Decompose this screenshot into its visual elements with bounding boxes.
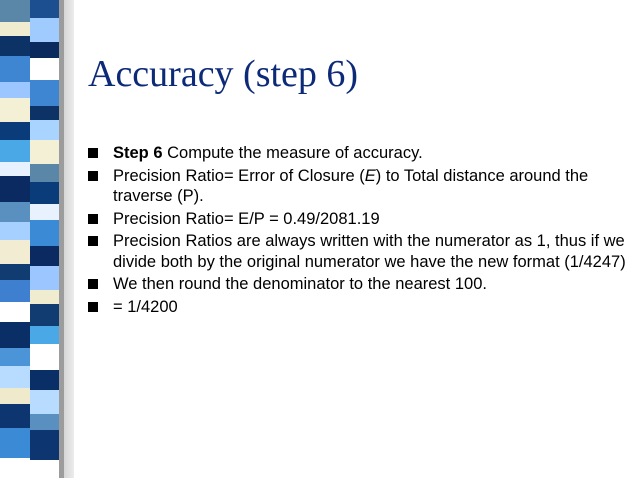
stripe-bevel-edge	[59, 0, 74, 478]
bullet-item-numerator-rule	[88, 231, 628, 272]
left-stripe	[0, 162, 30, 176]
right-stripe	[30, 414, 59, 430]
stripe-column-right	[30, 0, 59, 460]
square-bullet-icon	[88, 148, 98, 158]
square-bullet-icon	[88, 236, 98, 246]
bullet-text-italic: E	[364, 166, 376, 185]
right-stripe	[30, 344, 59, 370]
decorative-stripe-bar	[0, 0, 74, 478]
right-stripe	[30, 106, 59, 120]
bullet-text-before: Precision Ratio= Error of Closure (	[113, 166, 365, 185]
bullet-item-precision-definition	[88, 166, 628, 207]
left-stripe	[0, 202, 30, 222]
left-stripe	[0, 140, 30, 162]
left-stripe	[0, 36, 30, 56]
square-bullet-icon	[88, 279, 98, 289]
right-stripe	[30, 80, 59, 106]
left-stripe	[0, 122, 30, 140]
left-stripe	[0, 388, 30, 404]
step-label: Step 6	[113, 144, 163, 162]
left-stripe	[0, 22, 30, 36]
bullet-list	[88, 143, 628, 319]
right-stripe	[30, 246, 59, 266]
right-stripe	[30, 18, 59, 42]
right-stripe	[30, 370, 59, 390]
right-stripe	[30, 164, 59, 182]
right-stripe	[30, 220, 59, 246]
left-stripe	[0, 280, 30, 302]
right-stripe	[30, 326, 59, 344]
slide-title: Accuracy (step 6)	[88, 53, 359, 95]
left-stripe	[0, 82, 30, 98]
right-stripe	[30, 390, 59, 414]
right-stripe	[30, 266, 59, 290]
right-stripe	[30, 204, 59, 220]
right-stripe	[30, 430, 59, 460]
square-bullet-icon	[88, 302, 98, 312]
right-stripe	[30, 304, 59, 326]
right-stripe	[30, 120, 59, 140]
bullet-text: Precision Ratio= E/P = 0.49/2081.19	[113, 209, 380, 228]
square-bullet-icon	[88, 171, 98, 181]
left-stripe	[0, 348, 30, 366]
right-stripe	[30, 58, 59, 80]
left-stripe	[0, 366, 30, 388]
square-bullet-icon	[88, 214, 98, 224]
bullet-text: Precision Ratios are always written with the numerator as 1, thus if we divide both by the original numerator we have the new format (1/4247)	[113, 232, 626, 271]
right-stripe	[30, 140, 59, 164]
bullet-text: = 1/4200	[113, 297, 178, 316]
left-stripe	[0, 302, 30, 322]
right-stripe	[30, 290, 59, 304]
right-stripe	[30, 182, 59, 204]
left-stripe	[0, 404, 30, 428]
bullet-item-rounding	[88, 274, 628, 295]
left-stripe	[0, 56, 30, 82]
left-stripe	[0, 98, 30, 122]
right-stripe	[30, 0, 59, 18]
bullet-text-after: ) to Total distance around the traverse (P).	[113, 166, 589, 205]
stripe-column-left	[0, 0, 30, 458]
left-stripe	[0, 264, 30, 280]
left-stripe	[0, 222, 30, 240]
bullet-item-precision-formula	[88, 209, 628, 230]
bullet-item-step6	[88, 143, 628, 164]
bullet-item-result	[88, 297, 628, 318]
left-stripe	[0, 428, 30, 458]
bullet-text: Compute the measure of accuracy.	[162, 144, 423, 162]
left-stripe	[0, 176, 30, 202]
left-stripe	[0, 0, 30, 22]
left-stripe	[0, 322, 30, 348]
right-stripe	[30, 42, 59, 58]
left-stripe	[0, 240, 30, 264]
bullet-text: We then round the denominator to the nearest 100.	[113, 275, 487, 293]
